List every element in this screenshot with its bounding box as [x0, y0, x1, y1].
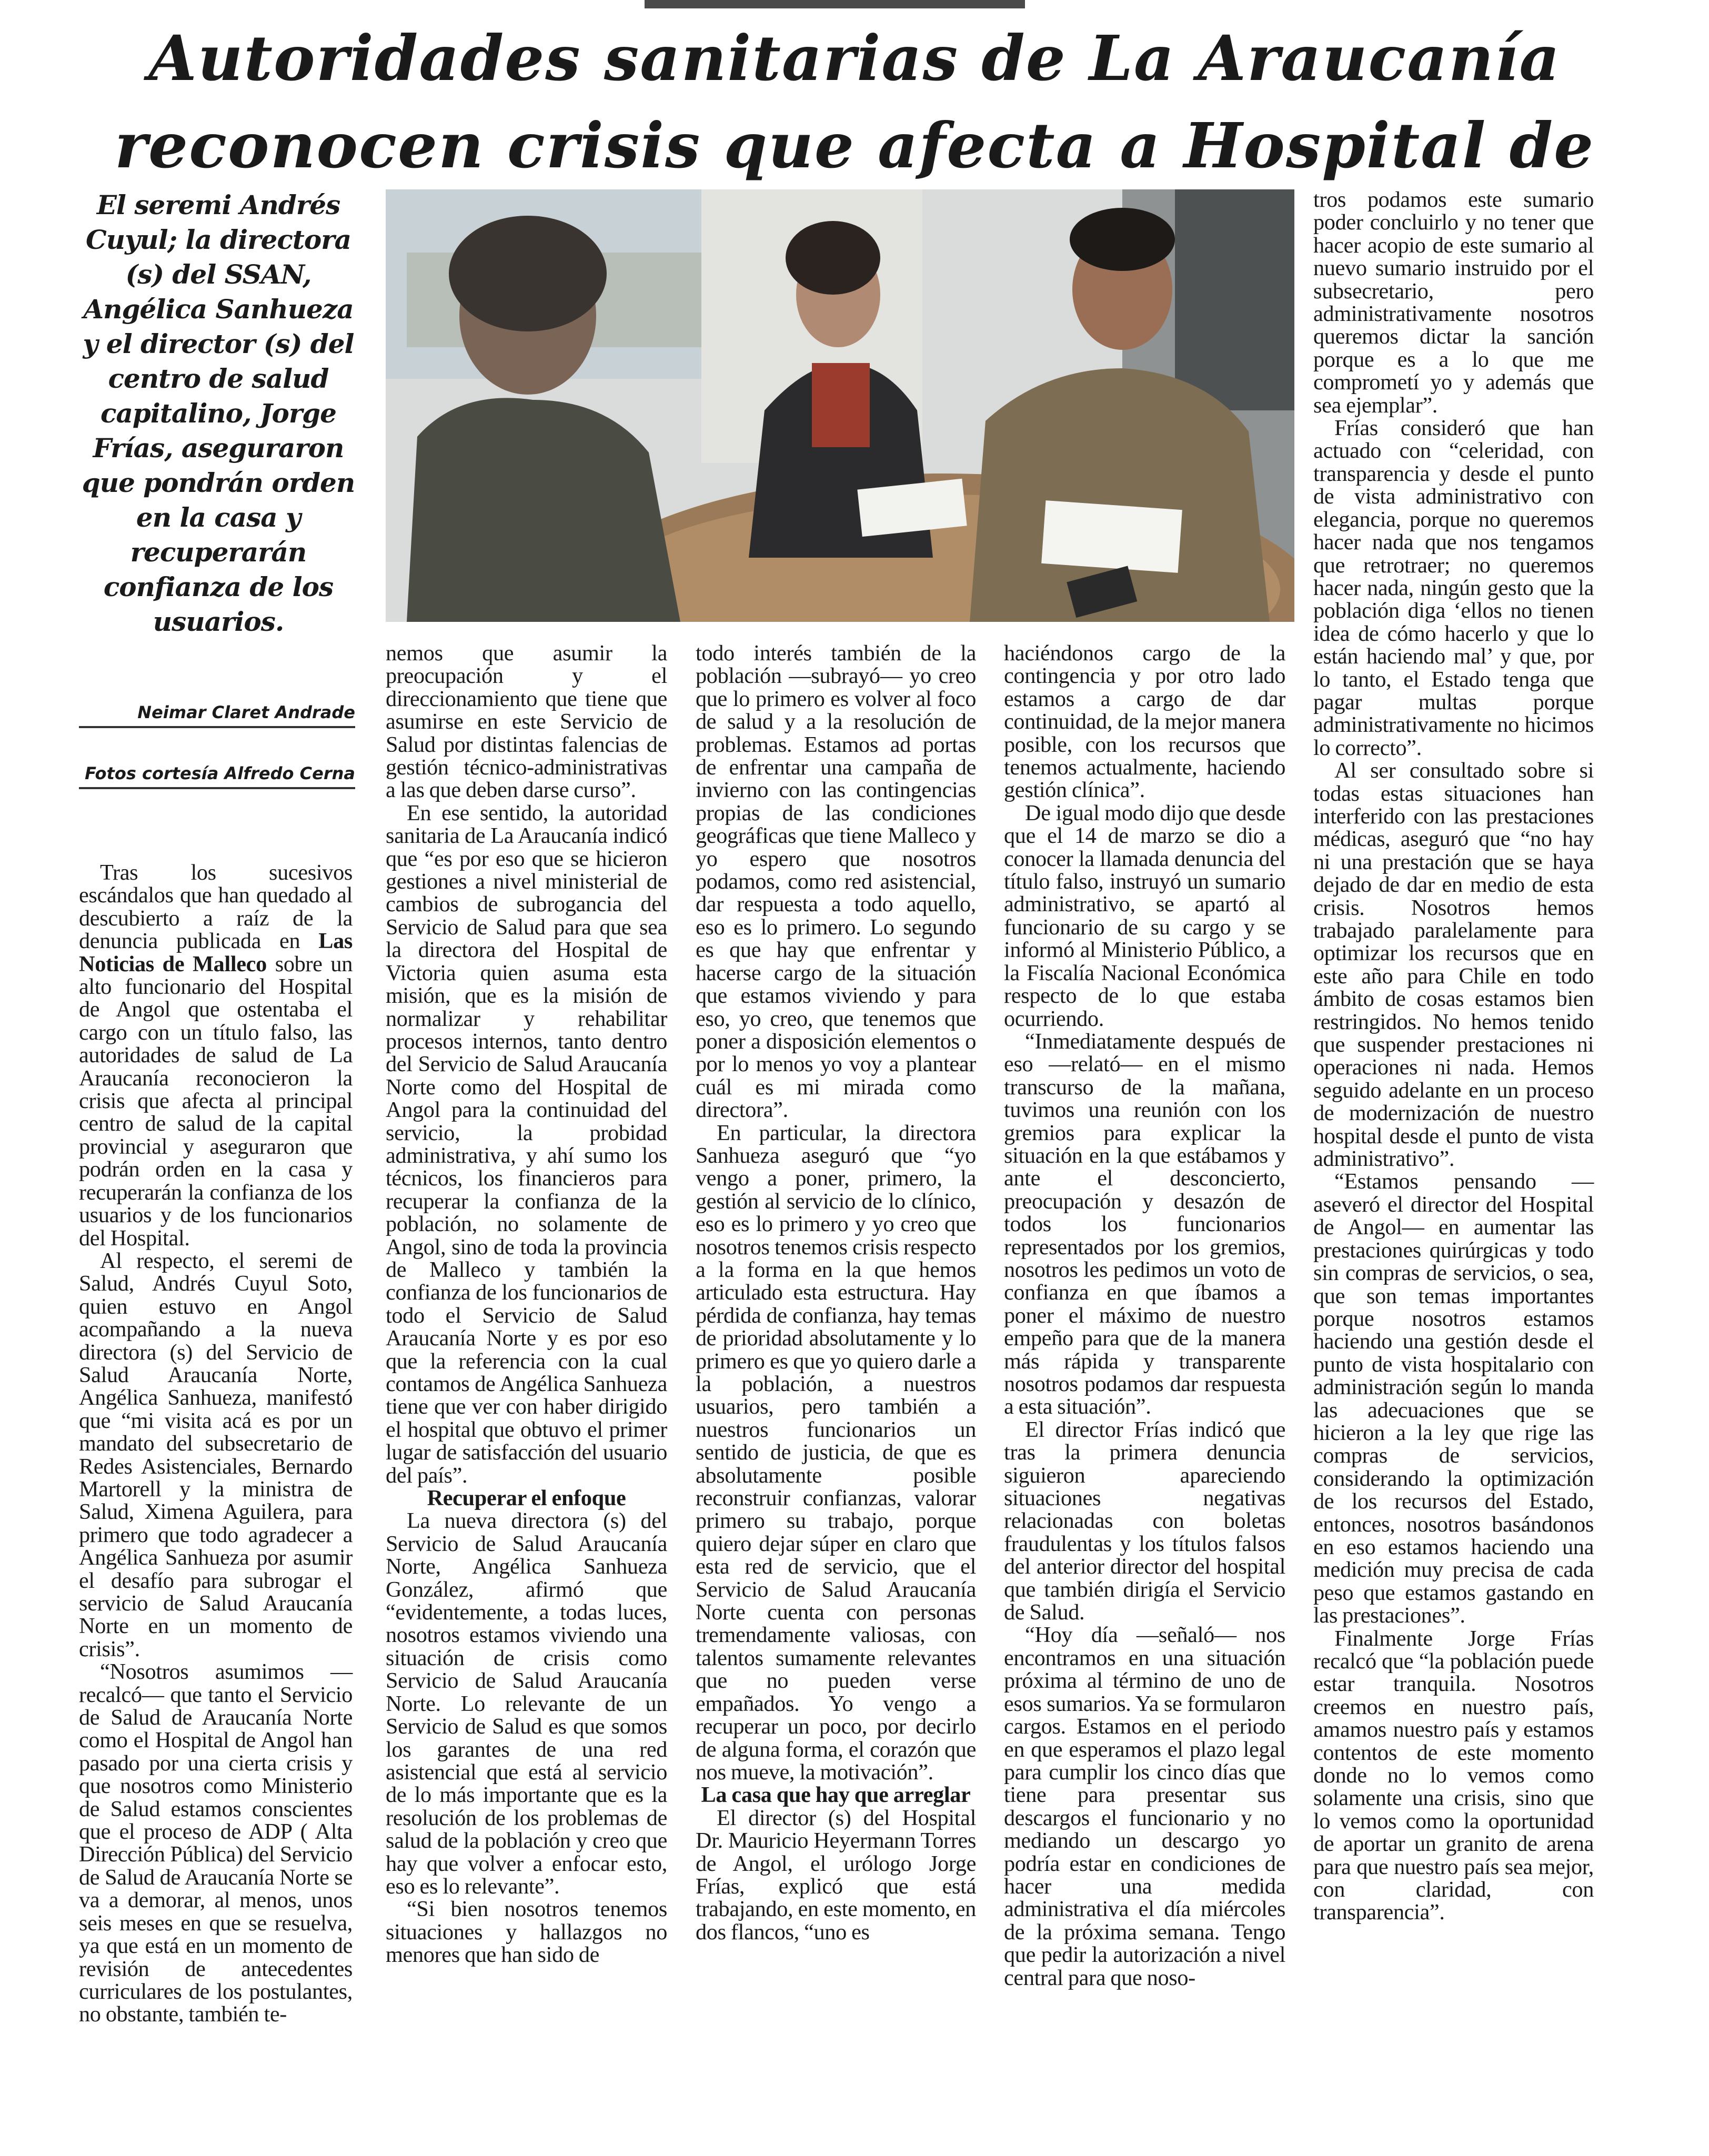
article-column-4 [1004, 642, 1285, 1989]
newspaper-name: Las Noticias de Malleco [79, 929, 353, 976]
col1-p1-text-a: Tras los sucesivos escándalos que han quedado al descubierto a raíz de la denuncia publicada en [79, 860, 353, 954]
col5-paragraph-5: Finalmente Jorge Frías recalcó que “la población puede estar tranquila. Nosotros creemos en nuestro país, amamos nuestro país y estamos contentos de este momento donde no lo vemos como solamente una crisis, sino que lo vemos como la oportunidad de aportar un granito de arena para que nuestro país sea mejor, con claridad, con transparencia”. [1313, 1626, 1594, 1925]
col4-paragraph-2: De igual modo dijo que desde que el 14 de marzo se dio a conocer la llamada denuncia del título falso, instruyó un sumario administrativo, se apartó al funcionario de su cargo y se informó al Ministerio Público, a la Fiscalía Nacional Económica respecto de lo que estaba ocurriendo. [1004, 800, 1285, 1031]
col1-paragraph-3: “Nosotros asumimos —recalcó— que tanto el Servicio de Salud de Araucanía Norte como el Hospital de Angol han pasado por una cierta crisis y que nosotros como Ministerio de Salud estamos conscientes que el proceso de ADP ( Alta Dirección Pública) del Servicio de Salud de Araucanía Norte se va a demorar, al menos, unos seis meses en que se resuelva, ya que está en un momento de revisión de antecedentes curriculares de los postulantes, no obstante, también te- [79, 1659, 353, 2027]
col3-paragraph-1: todo interés también de la población —subrayó— yo creo que lo primero es volver al foco de salud y a la resolución de problemas. Estamos ad portas de enfrentar una campaña de invierno con las contingencias propias de las condiciones geográficas que tiene Malleco y yo espero que nosotros podamos, como red asistencial, dar respuesta a todo aquello, eso es lo primero. Lo segundo es que hay que enfrentar y hacerse cargo de la situación que estamos viviendo y para eso, yo creo, que tenemos que poner a disposición elementos o por lo menos yo voy a plantear cuál es mi mirada como directora”. [696, 641, 976, 1123]
article-column-3 [696, 642, 976, 1943]
article-column-1 [79, 861, 353, 2026]
subheading-recuperar-enfoque: Recuperar el enfoque [427, 1486, 626, 1511]
headline-line-1: Autoridades sanitarias de La Araucanía [148, 22, 1561, 95]
col3-paragraph-2: En particular, la directora Sanhueza aseguró que “yo vengo a poner, primero, la gestión al servicio de lo clínico, eso es lo primero y yo creo que nosotros tenemos crisis respecto a la forma en la que hemos articulado esta estructura. Hay pérdida de confianza, hay temas de prioridad absolutamente y lo primero es que yo quiero darle a la población, a nuestros usuarios, pero también a nuestros funcionarios un sentido de justicia, de que es absolutamente posible reconstruir confianzas, valorar primero su trabajo, porque quiero dejar súper en claro que esta red de servicio, que el Servicio de Salud Araucanía Norte cuenta con personas tremendamente valiosas, con talentos sumamente relevantes que no pueden verse empañados. Yo vengo a recuperar un poco, por decirlo de alguna forma, el corazón que nos mueve, la motivación”. [696, 1120, 976, 1785]
col2-paragraph-4: “Si bien nosotros tenemos situaciones y hallazgos no menores que han sido de [386, 1897, 667, 1968]
col5-paragraph-3: Al ser consultado sobre si todas estas situaciones han interferido con las prestaciones médicas, aseguró que “no hay ni una prestación que se haya dejado de dar en medio de esta crisis. Nosotros hemos trabajado paralelamente para optimizar los recursos que en este año para Chile en todo ámbito de cosas estamos bien restringidos. No hemos tenido que suspender prestaciones ni operaciones ni nada. Hemos seguido adelante en un proceso de modernización de nuestro hospital desde el punto de vista administrativo”. [1313, 758, 1594, 1172]
col2-paragraph-2: En ese sentido, la autoridad sanitaria de La Araucanía indicó que “es por eso que se hicieron gestiones a nivel ministerial de cambios de subrogancia del Servicio de Salud para que sea la directora del Hospital de Victoria quien asuma esta misión, que es la misión de normalizar y rehabilitar procesos internos, tanto dentro del Servicio de Salud Araucanía Norte como del Hospital de Angol para la continuidad del servicio, la probidad administrativa, y ahí sumo los técnicos, los financieros para recuperar la confianza de la población, no solamente de Angol, sino de toda la provincia de Malleco y también la confianza de los funcionarios de todo el Servicio de Salud Araucanía Norte y es por eso que la referencia con la cual contamos de Angélica Sanhueza tiene que ver con haber dirigido el hospital que obtuvo el primer lugar de satisfacción del usuario del país”. [386, 800, 667, 1488]
col2-paragraph-1: nemos que asumir la preocupación y el direccionamiento que tiene que asumirse en este Servicio de Salud por distintas falencias de gestión técnico-administrativas a las que deben darse curso”. [386, 641, 667, 803]
col1-p1-text-c: sobre un alto funcionario del Hospital de Angol que ostentaba el cargo con un título falso, las autoridades de salud de La Araucanía reconocieron la crisis que afecta al principal centro de salud de la capital provincial y aseguraron que podrán orden en la casa y recuperarán la confianza de los usuarios y de los funcionarios del Hospital. [79, 951, 353, 1251]
col4-paragraph-1: haciéndonos cargo de la contingencia y por otro lado estamos a cargo de dar continuidad, de la mejor manera posible, con los recursos que tenemos actualmente, haciendo gestión clínica”. [1004, 641, 1285, 803]
col5-paragraph-1: tros podamos este sumario poder concluirlo y no tener que hacer acopio de este sumario al nuevo sumario instruido por el subsecretario, pero administrativamente nosotros queremos dictar la sanción porque es a lo que me comprometí yo y además que sea ejemplar”. [1313, 187, 1594, 418]
press-photo [386, 189, 1294, 622]
col5-paragraph-2: Frías consideró que han actuado con “celeridad, con transparencia y desde el punto de vista administrativo con elegancia, porque no queremos hacer nada que nos tengamos que retrotraer; no queremos hacer nada, ningún gesto que la población diga ‘ellos no tienen idea de cómo hacerlo y que lo están haciendo mal’ y que, por lo tanto, el Estado tenga que pagar multas porque administrativamente no hicimos lo correcto”. [1313, 416, 1594, 760]
article-column-2 [386, 642, 667, 1967]
subheading-casa-arreglar: La casa que hay que arreglar [701, 1782, 971, 1808]
photo-credit: Fotos cortesía Alfredo Cerna [79, 762, 355, 789]
col1-paragraph-1 [79, 861, 353, 1250]
col4-paragraph-3: “Inmediatamente después de eso —relató— en el mismo transcurso de la mañana, tuvimos una reunión con los gremios para explicar la situación en la que estábamos y ante el desconcierto, preocupación y desazón de todos los funcionarios representados por los gremios, nosotros les pedimos un voto de confianza en que íbamos a poner el máximo de nuestro empeño para que de la manera más rápida y transparente nosotros podamos dar respuesta a esta situación”. [1004, 1029, 1285, 1419]
top-rule-bar [645, 0, 1025, 8]
col4-paragraph-5: “Hoy día —señaló— nos encontramos en una situación próxima al término de uno de esos sumarios. Ya se formularon cargos. Estamos en el periodo en que esperamos el plazo legal para cumplir los cinco días que tiene para presentar sus descargos el funcionario y no mediando un descargo yo podría estar en condiciones de hacer una medida administrativa el día miércoles de la próxima semana. Tengo que pedir la autorización a nivel central para que noso- [1004, 1623, 1285, 1990]
col3-paragraph-3: El director (s) del Hospital Dr. Mauricio Heyermann Torres de Angol, el urólogo Jorge Frías, explicó que está trabajando, en este momento, en dos flancos, “uno es [696, 1805, 976, 1945]
article-column-5 [1313, 188, 1594, 1924]
col2-paragraph-3: La nueva directora (s) del Servicio de Salud Araucanía Norte, Angélica Sanhueza González, afirmó que “evidentemente, a todas luces, nosotros estamos viviendo una situación de crisis como Servicio de Salud Araucanía Norte. Lo relevante de un Servicio de Salud es que somos los garantes de una red asistencial que está al servicio de lo más importante que es la resolución de los problemas de salud de la población y creo que hay que volver a enfocar esto, eso es lo relevante”. [386, 1508, 667, 1899]
press-photo-illustration [386, 189, 1294, 622]
headline-line-2: reconocen crisis que afecta a Hospital de [114, 109, 1595, 182]
deck-summary: El seremi Andrés Cuyul; la directora (s) del SSAN, Angélica Sanhueza y el director (s) del centro de salud capitalino, Jorge Frías, aseguraron que pondrán orden en la casa y recuperarán confianza de los usuarios. [82, 189, 355, 637]
col1-paragraph-2: Al respecto, el seremi de Salud, Andrés Cuyul Soto, quien estuvo en Angol acompañando a la nueva directora (s) del Servicio de Salud Araucanía Norte, Angélica Sanhueza, manifestó que “mi visita acá es por un mandato del subsecretario de Redes Asistenciales, Bernardo Martorell y la ministra de Salud, Ximena Aguilera, para primero que todo agradecer a Angélica Sanhueza por asumir el desafío para subrogar el servicio de Salud Araucanía Norte en un momento de crisis”. [79, 1248, 353, 1661]
col5-paragraph-4: “Estamos pensando —aseveró el director del Hospital de Angol— en aumentar las prestaciones quirúrgicas y todo sin compras de servicios, o sea, que son temas importantes porque nosotros estamos haciendo una gestión desde el punto de vista hospitalario con administración según lo manda las adecuaciones que se hicieron a la ley que rige las compras de servicios, considerando la optimización de los recursos del Estado, entonces, nosotros basándonos en eso estamos haciendo una medición muy precisa de cada peso que estamos gastando en las prestaciones”. [1313, 1169, 1594, 1628]
author-byline: Neimar Claret Andrade [79, 701, 355, 728]
col4-paragraph-4: El director Frías indicó que tras la primera denuncia siguieron apareciendo situaciones negativas relacionadas con boletas fraudulentas y los títulos falsos del anterior director del hospital que también dirigía el Servicio de Salud. [1004, 1417, 1285, 1625]
